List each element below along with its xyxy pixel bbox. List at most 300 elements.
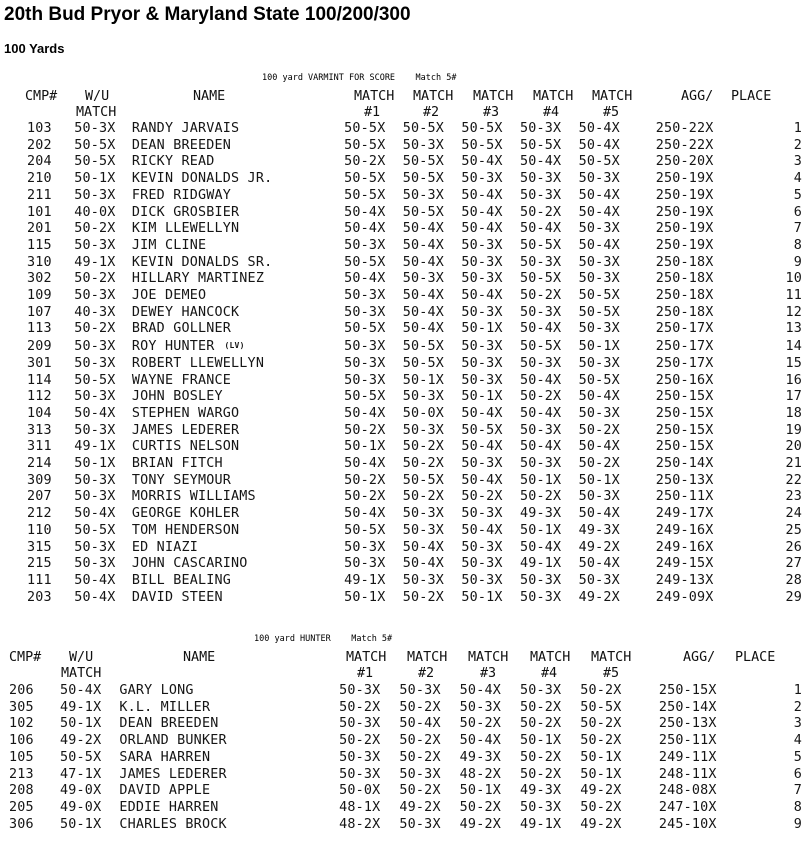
- match-5-score-text: 49-2X: [578, 539, 620, 555]
- match-3-score-text: 50-4X: [461, 154, 503, 170]
- varmint-header-m1: MATCH: [354, 89, 395, 104]
- aggregate-score: [659, 716, 757, 733]
- cmp-number-text: 212: [27, 506, 52, 522]
- match-3-score-text: 50-3X: [461, 355, 503, 371]
- match-1-score: [339, 700, 399, 717]
- competitor-name-text: JOHN BOSLEY: [131, 389, 223, 405]
- match-2-score-text: 50-0X: [402, 405, 445, 421]
- place: [757, 700, 802, 717]
- match-4-score: [520, 783, 580, 800]
- match-3-score-text: 50-4X: [461, 204, 503, 220]
- warmup-score-text: 50-2X: [74, 221, 116, 237]
- table-row: [9, 750, 802, 767]
- match-1-score-text: 50-5X: [344, 389, 386, 405]
- varmint-header-m5-num: #5: [603, 105, 620, 120]
- match-5-score-text: 50-3X: [578, 254, 620, 270]
- match-1-score-text: 50-5X: [344, 254, 386, 270]
- hunter-header-m5-num: #5: [603, 666, 620, 681]
- aggregate-score-text: 250-17X: [655, 321, 714, 337]
- cmp-number-text: 215: [27, 556, 52, 572]
- hunter-header-place: PLACE: [735, 650, 776, 665]
- competitor-name-text: KEVIN DONALDS SR.: [131, 254, 273, 270]
- match-5-score-text: 50-3X: [578, 572, 620, 588]
- match-5-score-text: 50-3X: [578, 489, 620, 505]
- hunter-header-wu: W/U: [69, 650, 94, 665]
- aggregate-score: [659, 783, 757, 800]
- match-1-score: [339, 767, 399, 784]
- match-3-score-text: 50-3X: [461, 539, 503, 555]
- cmp-number: [9, 700, 60, 717]
- match-3-score-text: 50-3X: [461, 237, 503, 253]
- match-4-score-text: 50-1X: [519, 733, 562, 749]
- competitor-name: [119, 800, 339, 817]
- place-text: 6: [793, 766, 802, 782]
- match-1-score-text: 50-1X: [344, 439, 386, 455]
- match-4-score-text: 50-2X: [519, 766, 562, 782]
- place-text: 17: [785, 389, 802, 405]
- aggregate-score-text: 250-15X: [655, 405, 714, 421]
- match-3-score: [460, 683, 520, 700]
- match-2-score-text: 50-5X: [402, 355, 445, 371]
- match-5-score: [580, 783, 659, 800]
- varmint-header-m4-num: #4: [543, 105, 560, 120]
- warmup-score: [60, 733, 119, 750]
- warmup-score: [60, 817, 119, 834]
- cmp-number-text: 203: [27, 589, 52, 605]
- match-4-score-text: 50-4X: [519, 221, 562, 237]
- place-text: 13: [785, 321, 802, 337]
- match-5-score-text: 50-4X: [578, 556, 620, 572]
- competitor-name: [119, 733, 339, 750]
- place-text: 8: [793, 799, 802, 815]
- match-4-score-text: 49-1X: [519, 816, 562, 832]
- aggregate-score-text: 250-18X: [655, 254, 714, 270]
- match-5-score-text: 49-2X: [580, 783, 622, 799]
- match-3-score-text: 50-4X: [459, 683, 501, 698]
- warmup-score-text: 50-3X: [74, 237, 116, 253]
- warmup-score-text: 50-3X: [74, 539, 116, 555]
- match-3-score-text: 50-3X: [461, 304, 503, 320]
- competitor-name-text: DAVID APPLE: [119, 783, 211, 799]
- competitor-name-text: RICKY READ: [131, 154, 215, 170]
- match-2-score-text: 50-2X: [402, 456, 445, 472]
- warmup-score-text: 47-1X: [60, 766, 102, 782]
- cmp-number-text: 211: [27, 187, 52, 203]
- warmup-score-text: 50-1X: [60, 816, 102, 832]
- match-5-score: [580, 767, 659, 784]
- match-5-score-text: 50-2X: [578, 456, 620, 472]
- match-4-score-text: 50-1X: [519, 472, 562, 488]
- match-5-score-text: 50-4X: [578, 204, 620, 220]
- match-1-score-text: 50-1X: [344, 589, 386, 605]
- match-2-score-text: 50-4X: [402, 556, 445, 572]
- match-1-score-text: 50-5X: [344, 321, 386, 337]
- match-5-score-text: 50-3X: [578, 405, 620, 421]
- competitor-name: [119, 700, 339, 717]
- varmint-header-m2: MATCH: [413, 89, 454, 104]
- warmup-score-text: 49-1X: [74, 254, 116, 270]
- match-1-score-text: 50-5X: [344, 522, 386, 538]
- match-4-score-text: 50-3X: [519, 254, 562, 270]
- hunter-header-m1-num: #1: [357, 666, 374, 681]
- aggregate-score-text: 249-16X: [655, 539, 714, 555]
- aggregate-score-text: 250-22X: [655, 137, 714, 153]
- match-1-score-text: 50-3X: [344, 372, 386, 388]
- match-4-score-text: 50-4X: [519, 154, 562, 170]
- aggregate-score-text: 250-18X: [655, 288, 714, 304]
- match-4-score: [520, 700, 580, 717]
- warmup-score-text: 49-2X: [60, 733, 102, 749]
- cmp-number-text: 105: [9, 749, 34, 765]
- match-1-score-text: 50-4X: [344, 221, 386, 237]
- warmup-score: [60, 716, 119, 733]
- match-2-score-text: 50-2X: [402, 589, 445, 605]
- match-1-score-text: 50-4X: [344, 271, 386, 287]
- match-4-score: [520, 817, 580, 834]
- varmint-header-m2-num: #2: [423, 105, 440, 120]
- match-3-score: [460, 700, 520, 717]
- match-1-score-text: 50-2X: [344, 472, 386, 488]
- hunter-header-name: NAME: [183, 650, 216, 665]
- match-1-score-text: 48-2X: [339, 816, 381, 832]
- aggregate-score-text: 247-10X: [658, 799, 717, 815]
- cmp-number: [9, 817, 60, 834]
- match-3-score-text: 50-4X: [461, 187, 503, 203]
- match-5-score: [580, 750, 659, 767]
- competitor-name: [119, 683, 339, 700]
- match-5-score-text: 50-2X: [580, 683, 622, 698]
- place-text: 2: [793, 137, 802, 153]
- match-1-score-text: 50-3X: [344, 556, 386, 572]
- warmup-score: [60, 767, 119, 784]
- match-4-score-text: 50-2X: [519, 489, 562, 505]
- match-2-score-text: 50-2X: [399, 783, 441, 799]
- aggregate-score-text: 250-11X: [655, 489, 714, 505]
- aggregate-score-text: 250-13X: [655, 472, 714, 488]
- match-3-score: [460, 817, 520, 834]
- table-row: [9, 733, 802, 750]
- aggregate-score: [659, 700, 757, 717]
- varmint-section-title: 100 yard VARMINT FOR SCORE Match 5#: [262, 73, 457, 83]
- place-text: 9: [793, 254, 802, 270]
- place-text: 25: [785, 522, 802, 538]
- warmup-score-text: 50-5X: [74, 154, 116, 170]
- warmup-score-text: 40-3X: [74, 304, 116, 320]
- cmp-number-text: 209: [27, 338, 52, 354]
- aggregate-score-text: 248-08X: [658, 783, 717, 799]
- page-title: 20th Bud Pryor & Maryland State 100/200/300: [4, 4, 411, 25]
- match-5-score-text: 50-4X: [578, 137, 620, 153]
- match-1-score-text: 50-3X: [344, 304, 386, 320]
- match-4-score-text: 50-2X: [519, 699, 562, 715]
- place-text: 26: [785, 539, 802, 555]
- match-3-score: [460, 733, 520, 750]
- match-4-score-text: 50-2X: [519, 749, 562, 765]
- match-3-score-text: 50-5X: [461, 422, 503, 438]
- match-3-score-text: 50-3X: [461, 372, 503, 388]
- match-3-score-text: 50-2X: [459, 799, 501, 815]
- competitor-name-text: BILL BEALING: [131, 572, 232, 588]
- match-4-score-text: 50-3X: [519, 304, 562, 320]
- cmp-number-text: 309: [27, 472, 52, 488]
- match-2-score: [399, 783, 459, 800]
- competitor-name-text: JOE DEMEO: [131, 288, 207, 304]
- match-3-score-text: 50-4X: [461, 522, 503, 538]
- place-text: 29: [785, 589, 802, 605]
- hunter-header-m4: MATCH: [530, 650, 571, 665]
- match-1-score-text: 50-3X: [344, 288, 386, 304]
- match-3-score-text: 50-4X: [461, 472, 503, 488]
- warmup-score-text: 50-3X: [74, 556, 116, 572]
- match-2-score-text: 50-4X: [402, 254, 445, 270]
- place-text: 16: [785, 372, 802, 388]
- place: [757, 817, 802, 834]
- competitor-name: [119, 817, 339, 834]
- match-2-score: [399, 683, 459, 700]
- hunter-header-m3-num: #3: [480, 666, 497, 681]
- place-text: 3: [793, 716, 802, 732]
- match-1-score-text: 50-3X: [344, 338, 386, 354]
- match-4-score-text: 49-3X: [519, 506, 562, 522]
- warmup-score-text: 50-1X: [74, 456, 116, 472]
- match-1-score-text: 50-3X: [344, 539, 386, 555]
- aggregate-score: [659, 750, 757, 767]
- match-2-score-text: 50-3X: [402, 422, 445, 438]
- match-4-score: [520, 767, 580, 784]
- match-4-score-text: 50-4X: [519, 405, 562, 421]
- place-text: 18: [785, 405, 802, 421]
- place-text: 9: [793, 816, 802, 832]
- match-4-score-text: 50-3X: [519, 171, 562, 187]
- match-2-score: [399, 800, 459, 817]
- match-2-score: [399, 750, 459, 767]
- competitor-name-text: BRAD GOLLNER: [131, 321, 232, 337]
- match-1-score: [339, 683, 399, 700]
- cmp-number-text: 201: [27, 221, 52, 237]
- match-5-score-text: 50-3X: [578, 271, 620, 287]
- match-2-score-text: 50-4X: [402, 321, 445, 337]
- cmp-number-text: 204: [27, 154, 52, 170]
- match-2-score-text: 50-3X: [402, 187, 445, 203]
- place: [757, 716, 802, 733]
- warmup-score-text: 50-3X: [74, 288, 116, 304]
- hunter-header-cmp: CMP#: [9, 650, 42, 665]
- warmup-score: [60, 800, 119, 817]
- match-1-score-text: 50-3X: [339, 766, 381, 782]
- aggregate-score-text: 250-14X: [658, 699, 717, 715]
- match-2-score: [399, 767, 459, 784]
- match-4-score-text: 50-3X: [519, 121, 562, 136]
- varmint-header-wu-match: MATCH: [76, 105, 117, 120]
- cmp-number-text: 302: [27, 271, 52, 287]
- match-5-score: [580, 817, 659, 834]
- varmint-header-m3: MATCH: [473, 89, 514, 104]
- cmp-number-text: 315: [27, 539, 52, 555]
- match-1-score-text: 50-2X: [344, 154, 386, 170]
- warmup-score-text: 50-2X: [74, 321, 116, 337]
- match-4-score-text: 50-3X: [519, 355, 562, 371]
- place: [757, 767, 802, 784]
- match-2-score-text: 50-4X: [402, 288, 445, 304]
- match-1-score-text: 50-3X: [344, 355, 386, 371]
- cmp-number-text: 305: [9, 699, 34, 715]
- match-2-score-text: 50-5X: [402, 121, 445, 136]
- match-3-score-text: 50-4X: [461, 221, 503, 237]
- place-text: 1: [793, 121, 802, 136]
- table-row: [9, 683, 802, 700]
- competitor-name: [119, 750, 339, 767]
- match-3-score-text: 48-2X: [459, 766, 501, 782]
- match-3-score-text: 50-1X: [461, 321, 503, 337]
- aggregate-score-text: 250-11X: [658, 733, 717, 749]
- warmup-score: [60, 783, 119, 800]
- aggregate-score-text: 250-15X: [655, 439, 714, 455]
- match-3-score: [460, 783, 520, 800]
- warmup-score-text: 49-1X: [74, 439, 116, 455]
- competitor-name-text: ED NIAZI: [131, 539, 198, 555]
- table-row: [9, 767, 802, 784]
- place-text: 14: [785, 338, 802, 354]
- match-5-score-text: 50-5X: [578, 304, 620, 320]
- match-5-score-text: 50-4X: [578, 389, 620, 405]
- match-4-score-text: 50-3X: [519, 683, 562, 698]
- match-3-score: [460, 750, 520, 767]
- match-4-score: [520, 683, 580, 700]
- match-2-score-text: 49-2X: [399, 799, 441, 815]
- match-4-score-text: 50-1X: [519, 522, 562, 538]
- match-5-score-text: 49-3X: [578, 522, 620, 538]
- match-3-score-text: 50-4X: [461, 288, 503, 304]
- match-3-score-text: 50-1X: [461, 589, 503, 605]
- match-2-score-text: 50-5X: [402, 472, 445, 488]
- match-5-score-text: 50-4X: [578, 187, 620, 203]
- match-4-score-text: 50-4X: [519, 321, 562, 337]
- table-row: [9, 716, 802, 733]
- match-2-score-text: 50-4X: [402, 304, 445, 320]
- cmp-number-text: 205: [9, 799, 34, 815]
- match-2-score-text: 50-4X: [402, 237, 445, 253]
- match-5-score: [580, 683, 659, 700]
- page-subtitle: 100 Yards: [4, 41, 65, 56]
- match-3-score-text: 50-1X: [459, 783, 501, 799]
- place: [757, 683, 802, 700]
- place: [757, 750, 802, 767]
- match-2-score-text: 50-2X: [399, 733, 441, 749]
- warmup-score-text: 50-5X: [74, 372, 116, 388]
- cmp-number-text: 112: [27, 389, 52, 405]
- aggregate-score-text: 249-11X: [658, 749, 717, 765]
- table-row: [9, 783, 802, 800]
- place-text: 19: [785, 422, 802, 438]
- match-1-score-text: 50-5X: [344, 187, 386, 203]
- match-2-score-text: 50-3X: [402, 389, 445, 405]
- match-4-score-text: 50-4X: [519, 372, 562, 388]
- warmup-score-text: 50-3X: [74, 121, 116, 136]
- match-4-score: [520, 733, 580, 750]
- competitor-name-text: DAVID STEEN: [131, 589, 223, 605]
- match-3-score-text: 50-2X: [459, 716, 501, 732]
- place-text: 4: [793, 733, 802, 749]
- competitor-name-text: KEVIN DONALDS JR.: [131, 171, 273, 187]
- cmp-number-text: 104: [27, 405, 52, 421]
- match-5-score-text: 50-2X: [580, 799, 622, 815]
- match-2-score-text: 50-3X: [402, 522, 445, 538]
- aggregate-score-text: 250-19X: [655, 221, 714, 237]
- match-3-score-text: 50-3X: [461, 506, 503, 522]
- match-2-score-text: 50-2X: [399, 749, 441, 765]
- competitor-name: [119, 767, 339, 784]
- competitor-name-text: ROY HUNTER: [131, 339, 215, 355]
- match-4-score-text: 50-3X: [519, 422, 562, 438]
- hunter-header-m2: MATCH: [407, 650, 448, 665]
- cmp-number-text: 113: [27, 321, 52, 337]
- cmp-number: [9, 783, 60, 800]
- place-text: 5: [793, 187, 802, 203]
- match-1-score-text: 50-5X: [344, 121, 386, 136]
- match-1-score-text: 50-2X: [339, 733, 381, 749]
- competitor-name-text: BRIAN FITCH: [131, 456, 223, 472]
- competitor-name: [119, 783, 339, 800]
- competitor-name-text: ORLAND BUNKER: [119, 733, 227, 749]
- place-text: 8: [793, 237, 802, 253]
- match-1-score-text: 50-3X: [339, 749, 381, 765]
- match-4-score-text: 50-2X: [519, 389, 562, 405]
- cmp-number-text: 102: [9, 716, 34, 732]
- warmup-score: [60, 750, 119, 767]
- aggregate-score-text: 250-17X: [655, 338, 714, 354]
- place-text: 11: [785, 288, 802, 304]
- place-text: 21: [785, 456, 802, 472]
- cmp-number-text: 210: [27, 171, 52, 187]
- warmup-score: [60, 683, 119, 700]
- competitor-name-text: TOM HENDERSON: [131, 522, 240, 538]
- match-1-score: [339, 817, 399, 834]
- aggregate-score-text: 250-18X: [655, 304, 714, 320]
- match-3-score-text: 50-4X: [461, 439, 503, 455]
- competitor-name-text: GEORGE KOHLER: [131, 506, 240, 522]
- cmp-number-text: 310: [27, 254, 52, 270]
- match-4-score-text: 50-2X: [519, 716, 562, 732]
- match-1-score-text: 50-4X: [344, 204, 386, 220]
- match-3-score-text: 50-3X: [459, 699, 501, 715]
- match-3-score-text: 50-3X: [461, 456, 503, 472]
- match-1-score-text: 50-5X: [344, 171, 386, 187]
- competitor-name-text: GARY LONG: [119, 683, 194, 698]
- match-2-score-text: 50-2X: [402, 439, 445, 455]
- match-5-score-text: 50-4X: [578, 439, 620, 455]
- match-3-score-text: 50-3X: [461, 171, 503, 187]
- warmup-score-text: 50-5X: [74, 522, 116, 538]
- match-1-score: [339, 783, 399, 800]
- place-text: 12: [785, 304, 802, 320]
- place-text: 7: [793, 221, 802, 237]
- match-5-score-text: 50-4X: [578, 506, 620, 522]
- match-2-score: [399, 817, 459, 834]
- match-3-score-text: 49-2X: [459, 816, 501, 832]
- match-1-score: [339, 733, 399, 750]
- match-5-score-text: 50-1X: [580, 749, 622, 765]
- match-1-score-text: 49-1X: [344, 572, 386, 588]
- match-4-score-text: 50-4X: [519, 439, 562, 455]
- varmint-header-m3-num: #3: [483, 105, 500, 120]
- aggregate-score-text: 250-19X: [655, 187, 714, 203]
- match-2-score-text: 50-4X: [402, 539, 445, 555]
- place: [757, 800, 802, 817]
- place-text: 22: [785, 472, 802, 488]
- match-1-score-text: 50-5X: [344, 137, 386, 153]
- aggregate-score-text: 250-15X: [655, 422, 714, 438]
- cmp-number-text: 311: [27, 439, 52, 455]
